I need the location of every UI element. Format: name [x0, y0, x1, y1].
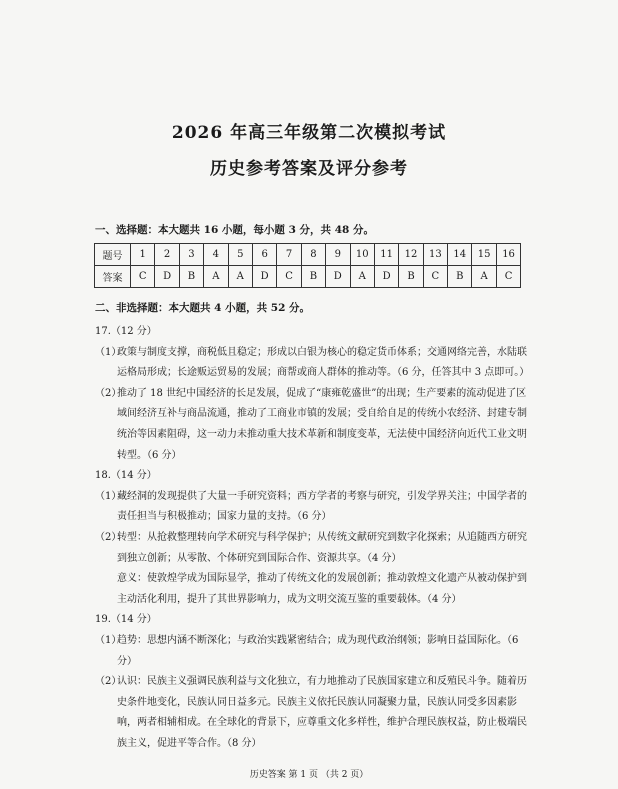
q18-label: 18.（14 分） — [95, 470, 157, 482]
question-number: 15 — [472, 244, 496, 266]
question-number: 8 — [301, 244, 325, 266]
answer-cell: D — [326, 266, 350, 288]
section1-heading: 一、选择题：本大题共 16 小题，每小题 3 分，共 48 分。 — [95, 224, 374, 236]
number-row — [95, 244, 521, 266]
answer-cell: A — [472, 266, 496, 288]
question-number: 16 — [496, 244, 520, 266]
section2-heading: 二、非选择题：本大题共 4 小题，共 52 分。 — [95, 302, 311, 314]
item-number: （1） — [95, 634, 122, 646]
item-text: 推动了 18 世纪中国经济的长足发展，促成了“康雍乾盛世”的出现；生产要素的流动促进了区域间经济互补与商品流通，推动了工商业市镇的发展；受自给自足的传统小农经济、封建专制统治等因素阻碍，这一动力未推动重大技术革新和制度变革，无法使中国经济向近代工业文明转型。（6 分） — [117, 387, 527, 461]
question-number: 10 — [350, 244, 374, 266]
question-number: 5 — [228, 244, 252, 266]
q18-item — [95, 487, 535, 528]
question-number: 12 — [399, 244, 423, 266]
question-number: 7 — [277, 244, 301, 266]
answer-cell: B — [399, 266, 423, 288]
answer-cell: C — [496, 266, 520, 288]
q17-item — [95, 384, 535, 466]
item-text: 趋势：思想内涵不断深化；与政治实践紧密结合；成为现代政治纲领；影响日益国际化。（6 分） — [117, 634, 519, 667]
answer-cell: C — [131, 266, 155, 288]
answer-cell: D — [374, 266, 398, 288]
answer-cell: C — [277, 266, 301, 288]
answer-cell: B — [301, 266, 325, 288]
answer-cell: A — [204, 266, 228, 288]
q17-item — [95, 343, 535, 384]
question-number: 1 — [131, 244, 155, 266]
exam-subtitle: 历史参考答案及评分参考 — [210, 159, 408, 179]
item-number: （2） — [95, 531, 122, 543]
row-label-answer: 答案 — [95, 266, 131, 288]
section2-body — [95, 322, 535, 754]
q19-item — [95, 631, 535, 672]
question-number: 9 — [326, 244, 350, 266]
question-number: 6 — [252, 244, 276, 266]
item-text: 藏经洞的发现提供了大量一手研究资料；西方学者的考察与研究，引发学界关注；中国学者的责任担当与积极推动；国家力量的支持。（6 分） — [117, 490, 527, 523]
exam-title: 2026 年高三年级第二次模拟考试 — [171, 123, 447, 143]
answer-cell: D — [252, 266, 276, 288]
question-number: 13 — [423, 244, 447, 266]
question-number: 3 — [179, 244, 203, 266]
question-number: 11 — [374, 244, 398, 266]
answer-table — [94, 243, 521, 288]
q19-label: 19.（14 分） — [95, 614, 157, 626]
answer-cell: A — [228, 266, 252, 288]
row-label-number: 题号 — [95, 244, 131, 266]
question-number: 2 — [155, 244, 179, 266]
item-number: （1） — [95, 490, 122, 502]
q18-significance: 意义：使敦煌学成为国际显学，推动了传统文化的发展创新；推动敦煌文化遗产从被动保护到主动活化利用，提升了其世界影响力，成为文明交流互鉴的重要载体。（4 分） — [117, 573, 527, 605]
answer-cell: B — [448, 266, 472, 288]
item-text: 转型：从抢救整理转向学术研究与科学保护；从传统文献研究到数字化探索；从追随西方研究到独立创新；从零散、个体研究到国际合作、资源共享。（4 分） — [117, 531, 527, 564]
answer-cell: B — [179, 266, 203, 288]
question-number: 4 — [204, 244, 228, 266]
answer-cell: D — [155, 266, 179, 288]
item-number: （1） — [95, 346, 122, 358]
answer-row — [95, 266, 521, 288]
question-number: 14 — [448, 244, 472, 266]
item-text: 政策与制度支撑，商税低且稳定；形成以白银为核心的稳定货币体系；交通网络完善，水陆联运格局形成；长途贩运贸易的发展；商帮或商人群体的推动等。（6 分，任答其中 3 点即可。） — [117, 346, 530, 379]
item-text: 认识：民族主义强调民族利益与文化独立，有力地推动了民族国家建立和反殖民斗争。随着历史条件地变化，民族认同日益多元。民族主义依托民族认同凝聚力量，民族认同受多因素影响，两者相辅相成。在全球化的背景下，应尊重文化多样性，维护合理民族权益，防止极端民族主义，促进平等合作。（8 分） — [117, 676, 527, 749]
q18-item — [95, 528, 535, 569]
answer-cell: C — [423, 266, 447, 288]
q17-label: 17.（12 分） — [95, 326, 157, 337]
q19-item — [95, 672, 535, 754]
answer-cell: A — [350, 266, 374, 288]
page-footer: 历史答案 第 1 页 （共 2 页） — [249, 770, 369, 780]
item-number: （2） — [95, 387, 122, 399]
item-number: （2） — [95, 676, 122, 688]
